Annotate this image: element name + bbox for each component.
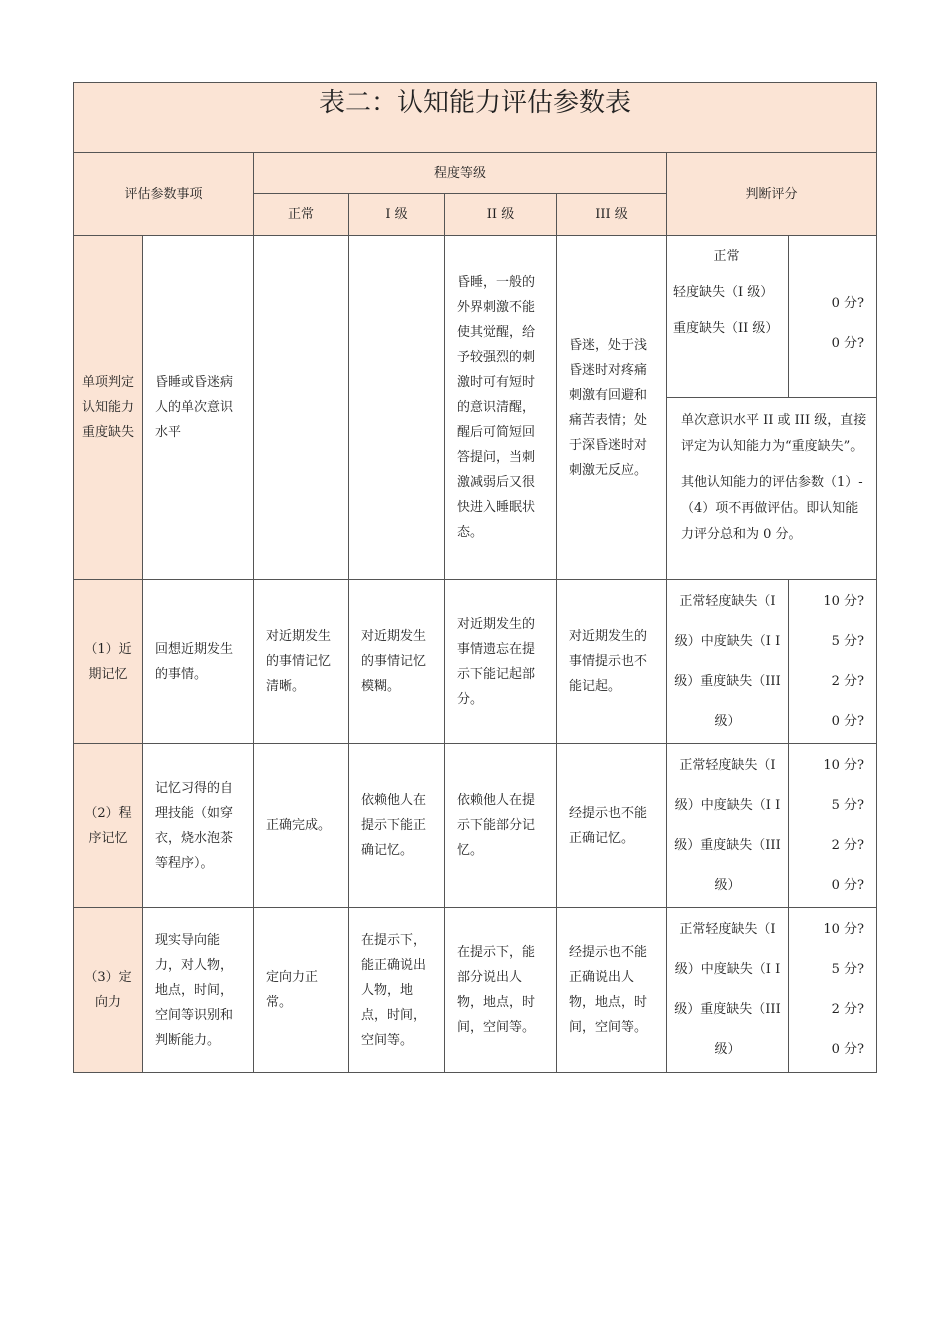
- row1-score-level-severe: 重度缺失（II 级）: [673, 321, 779, 336]
- row1-score-level-normal: 正常: [713, 249, 740, 264]
- row1-item: 昏睡或昏迷病人的单次意识水平: [143, 236, 254, 580]
- row1-normal: [254, 236, 349, 580]
- row4-score-3: 2 分?: [831, 1002, 865, 1017]
- row2-scores: [789, 580, 877, 744]
- level-2-header: II 级: [445, 194, 557, 236]
- row3-item: 记忆习得的自理技能（如穿衣，烧水泡茶等程序）。: [143, 744, 254, 908]
- row3-score-3: 2 分?: [831, 837, 865, 853]
- row3-level3: 经提示也不能正确记忆。: [557, 744, 667, 908]
- row3-category: （2）程序记忆: [74, 744, 143, 908]
- row1-note-1: 单次意识水平 II 或 III 级，直接评定为认知能力为“重度缺失”。: [681, 413, 867, 454]
- param-header: 评估参数事项: [74, 153, 254, 236]
- row3-score-4: 0 分?: [831, 877, 865, 893]
- table-title: 表二：认知能力评估参数表: [74, 83, 877, 153]
- row4-normal: 定向力正常。: [254, 908, 349, 1073]
- row2-level3: 对近期发生的事情提示也不能记起。: [557, 580, 667, 744]
- judge-header: 判断评分: [667, 153, 877, 236]
- row4-item: 现实导向能力，对人物，地点，时间，空间等识别和判断能力。: [143, 908, 254, 1073]
- row3-score-1: 10 分?: [823, 757, 865, 773]
- row3-level2: 依赖他人在提示下能部分记忆。: [445, 744, 557, 908]
- row3-normal: 正确完成。: [254, 744, 349, 908]
- row4-scores: [789, 908, 877, 1073]
- row3-score-levels: 正常轻度缺失（I 级）中度缺失（I I 级）重度缺失（III 级）: [667, 744, 789, 908]
- row3-score-2: 5 分?: [831, 797, 865, 813]
- row4-level3: 经提示也不能正确说出人物，地点，时间，空间等。: [557, 908, 667, 1073]
- row1-score-2: 0 分?: [831, 336, 865, 351]
- row1-score-level-mild: 轻度缺失（I 级）: [673, 285, 774, 300]
- row4-level2: 在提示下，能部分说出人物，地点，时间，空间等。: [445, 908, 557, 1073]
- row2-level1: 对近期发生的事情记忆模糊。: [349, 580, 445, 744]
- row4-category: （3）定向力: [74, 908, 143, 1073]
- row1-score-1: 0 分?: [831, 296, 865, 311]
- row4-score-1: 10 分?: [823, 922, 865, 937]
- row1-note: [667, 398, 877, 580]
- row1-level3: 昏迷，处于浅昏迷时对疼痛刺激有回避和痛苦表情；处于深昏迷时对刺激无反应。: [557, 236, 667, 580]
- row3-level1: 依赖他人在提示下能正确记忆。: [349, 744, 445, 908]
- row4-level1: 在提示下，能正确说出人物，地点，时间，空间等。: [349, 908, 445, 1073]
- row2-category: （1）近期记忆: [74, 580, 143, 744]
- row2-item: 回想近期发生的事情。: [143, 580, 254, 744]
- row1-score-levels: [667, 236, 789, 398]
- row1-note-2: 其他认知能力的评估参数（1）-（4）项不再做评估。即认知能力评分总和为 0 分。: [681, 475, 863, 542]
- row4-score-4: 0 分?: [831, 1042, 865, 1057]
- row2-normal: 对近期发生的事情记忆清晰。: [254, 580, 349, 744]
- level-3-header: III 级: [557, 194, 667, 236]
- row2-score-1: 10 分?: [823, 593, 865, 609]
- row2-score-3: 2 分?: [831, 673, 865, 689]
- row2-score-levels: 正常轻度缺失（I 级）中度缺失（I I 级）重度缺失（III 级）: [667, 580, 789, 744]
- row1-category: 单项判定认知能力重度缺失: [74, 236, 143, 580]
- level-1-header: I 级: [349, 194, 445, 236]
- row1-level1: [349, 236, 445, 580]
- degree-header: 程度等级: [254, 153, 667, 194]
- row4-score-levels: 正常轻度缺失（I 级）中度缺失（I I 级）重度缺失（III 级）: [667, 908, 789, 1073]
- assessment-table: [73, 82, 877, 1073]
- row1-level2: 昏睡，一般的外界刺激不能使其觉醒，给予较强烈的刺激时可有短时的意识清醒，醒后可简短回答提问，当刺激减弱后又很快进入睡眠状态。: [445, 236, 557, 580]
- row2-score-2: 5 分?: [831, 633, 865, 649]
- row1-scores: [789, 236, 877, 398]
- row2-level2: 对近期发生的事情遗忘在提示下能记起部分。: [445, 580, 557, 744]
- row4-score-2: 5 分?: [831, 962, 865, 977]
- level-normal-header: 正常: [254, 194, 349, 236]
- row3-scores: [789, 744, 877, 908]
- row2-score-4: 0 分?: [831, 713, 865, 729]
